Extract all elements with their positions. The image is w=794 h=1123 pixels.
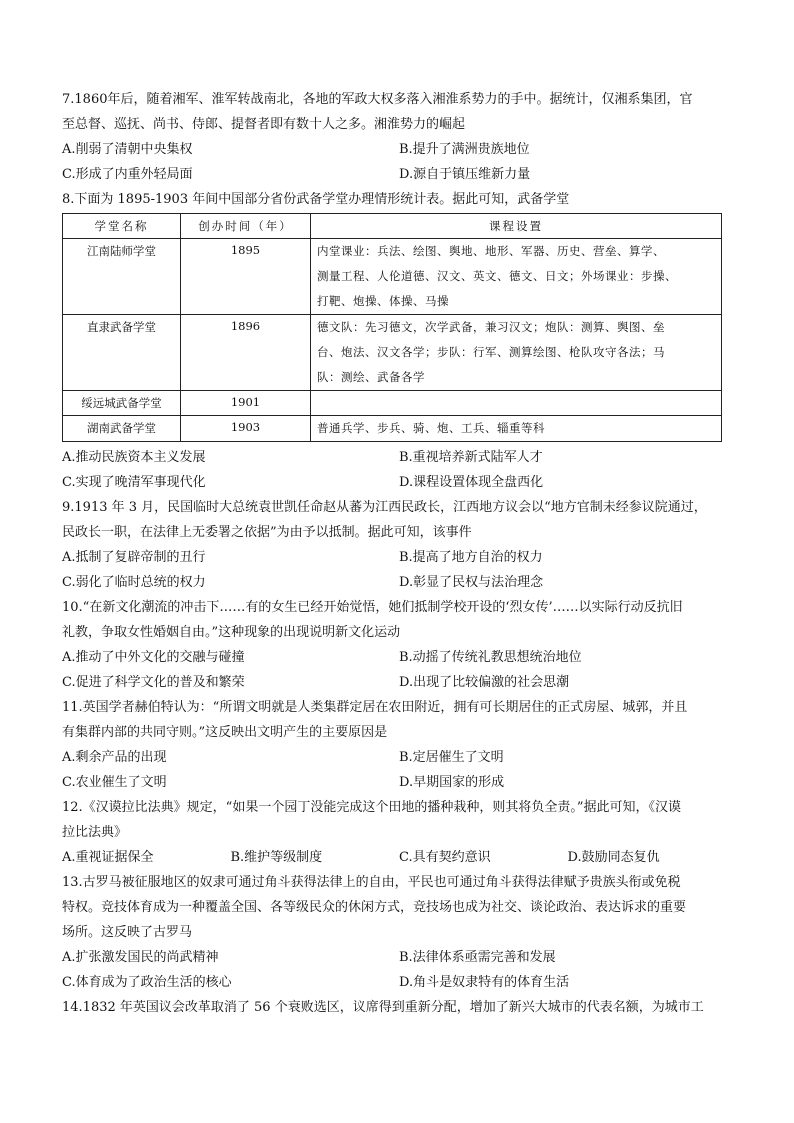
- options: [62, 845, 736, 870]
- question-10: [62, 595, 736, 695]
- option-a[interactable]: A.推动民族资本主义发展: [62, 450, 206, 465]
- question-stem: 至总督、巡抚、尚书、侍郎、提督者即有数十人之多。湘淮势力的崛起: [62, 117, 466, 132]
- question-stem: 拉比法典》: [62, 825, 128, 840]
- options: [62, 162, 736, 187]
- question-stem: 9.1913 年 3 月，民国临时大总统袁世凯任命赵从蕃为江西民政长，江西地方议会以“地方官制未经参议院通过，: [62, 500, 707, 515]
- option-c[interactable]: C.农业催生了文明: [62, 775, 167, 790]
- question-stem: 7.1860年后，随着湘军、淮军转战南北，各地的军政大权多落入湘淮系势力的手中。据统计，仅湘系集团，官: [62, 92, 693, 107]
- question-12: [62, 795, 736, 870]
- question-stem: 13.古罗马被征服地区的奴隶可通过角斗获得法律上的自由，平民也可通过角斗获得法律赋予贵族头衔或免税: [62, 875, 681, 890]
- option-b[interactable]: B.定居催生了文明: [399, 750, 504, 765]
- option-b[interactable]: B.提高了地方自治的权力: [399, 550, 543, 565]
- options: [62, 545, 736, 570]
- school-name: 江南陆师学堂: [63, 239, 181, 315]
- question-stem: 场所。这反映了古罗马: [62, 925, 193, 940]
- question-stem: 12.《汉谟拉比法典》规定，“如果一个园丁没能完成这个田地的播种栽种，则其将负全责。”据此可知，《汉谟: [62, 800, 681, 815]
- question-stem: 特权。竞技体育成为一种覆盖全国、各等级民众的休闲方式，竞技场也成为社交、谈论政治、表达诉求的重要: [62, 900, 687, 915]
- option-c[interactable]: C.实现了晚清军事现代化: [62, 475, 206, 490]
- option-d[interactable]: D.课程设置体现全盘西化: [399, 475, 544, 490]
- option-c[interactable]: C.弱化了临时总统的权力: [62, 575, 206, 590]
- table-row: [63, 315, 722, 391]
- options: [62, 945, 736, 970]
- header-school-name: 学堂名称: [63, 214, 181, 239]
- option-d[interactable]: D.源自于镇压维新力量: [399, 167, 531, 182]
- curriculum-line: 队：测绘、武备各学: [317, 370, 425, 384]
- option-a[interactable]: A.剩余产品的出现: [62, 750, 167, 765]
- table-row: [63, 416, 722, 442]
- option-b[interactable]: B.维护等级制度: [230, 850, 323, 865]
- option-c[interactable]: C.形成了内重外轻局面: [62, 167, 193, 182]
- option-c[interactable]: C.促进了科学文化的普及和繁荣: [62, 675, 245, 690]
- school-name: 湖南武备学堂: [63, 416, 181, 442]
- option-c[interactable]: C.体育成为了政治生活的核心: [62, 975, 232, 990]
- question-8: [62, 187, 736, 495]
- founded-year: 1903: [181, 416, 311, 442]
- question-11: [62, 695, 736, 795]
- options: [62, 137, 736, 162]
- option-b[interactable]: B.动摇了传统礼教思想统治地位: [399, 650, 582, 665]
- table-row: [63, 391, 722, 416]
- school-name: 直隶武备学堂: [63, 315, 181, 391]
- option-a[interactable]: A.推动了中外文化的交融与碰撞: [62, 650, 245, 665]
- curriculum: [311, 391, 722, 416]
- options: [62, 445, 736, 470]
- option-d[interactable]: D.彰显了民权与法治理念: [399, 575, 544, 590]
- option-b[interactable]: B.重视培养新式陆军人才: [399, 450, 543, 465]
- question-stem: 8.下面为 1895-1903 年间中国部分省份武备学堂办理情形统计表。据此可知，武备学堂: [62, 192, 570, 207]
- options: [62, 470, 736, 495]
- option-a[interactable]: A.削弱了清朝中央集权: [62, 142, 193, 157]
- question-14: [62, 995, 736, 1020]
- options: [62, 770, 736, 795]
- question-9: [62, 495, 736, 595]
- header-founded-year: 创办时间（年）: [181, 214, 311, 239]
- question-stem: 14.1832 年英国议会改革取消了 56 个衰败选区，议席得到重新分配，增加了新兴大城市的代表名额，为城市工: [62, 1000, 704, 1015]
- founded-year: 1896: [181, 315, 311, 391]
- options: [62, 645, 736, 670]
- question-stem: 礼教，争取女性婚姻自由。”这种现象的出现说明新文化运动: [62, 625, 401, 640]
- founded-year: 1901: [181, 391, 311, 416]
- option-a[interactable]: A.扩张激发国民的尚武精神: [62, 950, 219, 965]
- curriculum-line: 德文队：先习德文，次学武备，兼习汉文；炮队：测算、舆图、垒: [317, 320, 665, 334]
- exam-page: [62, 87, 736, 1020]
- founded-year: 1895: [181, 239, 311, 315]
- question-stem: 民政长一职，在法律上无委署之依据”为由予以抵制。据此可知，该事件: [62, 525, 472, 540]
- question-stem: 11.英国学者赫伯特认为：“所谓文明就是人类集群定居在农田附近，拥有可长期居住的正式房屋、城郭，并且: [62, 700, 688, 715]
- option-b[interactable]: B.提升了满洲贵族地位: [399, 142, 530, 157]
- option-d[interactable]: D.角斗是奴隶特有的体育生活: [399, 975, 570, 990]
- question-stem: 有集群内部的共同守则。”这反映出文明产生的主要原因是: [62, 725, 388, 740]
- curriculum-line: 普通兵学、步兵、骑、炮、工兵、辎重等科: [317, 421, 545, 435]
- curriculum-line: 内堂课业：兵法、绘图、舆地、地形、军器、历史、营垒、算学、: [317, 244, 665, 258]
- option-a[interactable]: A.抵制了复辟帝制的丑行: [62, 550, 206, 565]
- question-13: [62, 870, 736, 995]
- options: [62, 670, 736, 695]
- question-7: [62, 87, 736, 187]
- option-a[interactable]: A.重视证据保全: [62, 850, 154, 865]
- table-row: [63, 239, 722, 315]
- option-d[interactable]: D.鼓励同态复仇: [567, 850, 660, 865]
- table-header-row: [63, 214, 722, 239]
- header-curriculum: 课程设置: [311, 214, 722, 239]
- curriculum: [311, 239, 722, 315]
- curriculum-line: 台、炮法、汉文各学；步队：行军、测算绘图、枪队攻守各法；马: [317, 345, 665, 359]
- curriculum: [311, 416, 722, 442]
- options: [62, 745, 736, 770]
- option-d[interactable]: D.出现了比较偏激的社会思潮: [399, 675, 570, 690]
- option-b[interactable]: B.法律体系亟需完善和发展: [399, 950, 556, 965]
- option-d[interactable]: D.早期国家的形成: [399, 775, 505, 790]
- school-name: 绥远城武备学堂: [63, 391, 181, 416]
- curriculum: [311, 315, 722, 391]
- options: [62, 970, 736, 995]
- options: [62, 570, 736, 595]
- curriculum-line: 打靶、炮操、体操、马操: [317, 294, 449, 308]
- option-c[interactable]: C.具有契约意识: [399, 850, 491, 865]
- curriculum-line: 测量工程、人伦道德、汉文、英文、德文、日文；外场课业：步操、: [317, 269, 677, 283]
- military-school-table: [62, 213, 722, 442]
- question-stem: 10.“在新文化潮流的冲击下……有的女生已经开始觉悟，她们抵制学校开设的‘烈女传’……以实际行动反抗旧: [62, 600, 683, 615]
